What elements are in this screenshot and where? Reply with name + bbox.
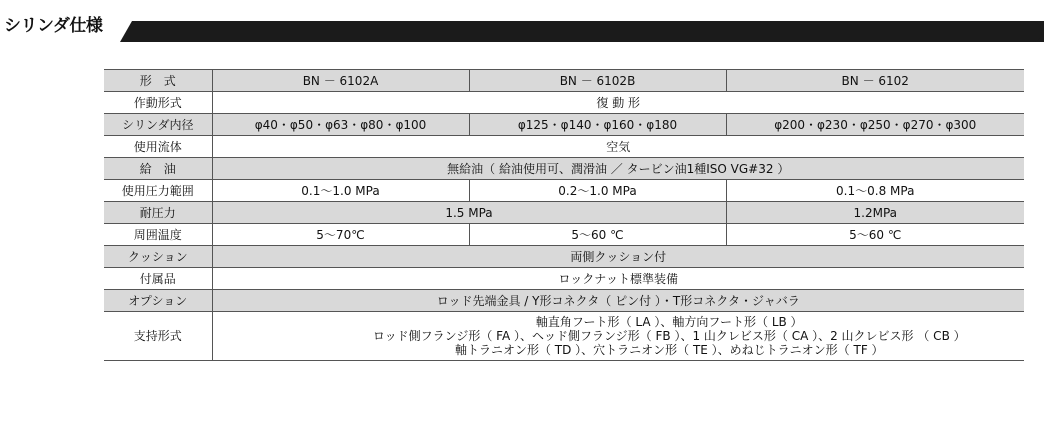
table-row-accessory: [104, 268, 1024, 290]
pressure-value: 0.2～1.0 MPa: [469, 180, 726, 202]
row-label-pressure: 使用圧力範囲: [104, 180, 212, 202]
proof-value: 1.5 MPa: [212, 202, 726, 224]
temperature-value: 5～60 ℃: [726, 224, 1024, 246]
row-label-accessory: 付属品: [104, 268, 212, 290]
pressure-value: 0.1～0.8 MPa: [726, 180, 1024, 202]
proof-value: 1.2MPa: [726, 202, 1024, 224]
bore-value: φ40・φ50・φ63・φ80・φ100: [212, 114, 469, 136]
model-cell: BN － 6102B: [469, 70, 726, 92]
support-line: 軸直角フート形（ LA ）、軸方向フート形（ LB ）: [535, 315, 803, 329]
row-label-support: 支持形式: [104, 312, 212, 361]
table-row-option: [104, 290, 1024, 312]
pressure-value: 0.1～1.0 MPa: [212, 180, 469, 202]
section-title: シリンダ仕様: [4, 16, 103, 36]
lubrication-value: 無給油（ 給油使用可、潤滑油 ／ タービン油1種ISO VG#32 ）: [212, 158, 1024, 180]
cushion-value: 両側クッション付: [212, 246, 1024, 268]
table-row-fluid: [104, 136, 1024, 158]
table-row-temperature: [104, 224, 1024, 246]
row-label-temperature: 周囲温度: [104, 224, 212, 246]
bore-value: φ200・φ230・φ250・φ270・φ300: [726, 114, 1024, 136]
table-row-support: [104, 312, 1024, 361]
row-label-bore: シリンダ内径: [104, 114, 212, 136]
cylinder-spec-table: [104, 69, 1024, 361]
table-row-model: [104, 70, 1024, 92]
option-value: ロッド先端金具 / Y形コネクタ（ ピン付 ）・T形コネクタ・ジャバラ: [212, 290, 1024, 312]
support-line: 軸トラニオン形（ TD ）、穴トラニオン形（ TE ）、めねじトラニオン形（ TF ）: [454, 343, 884, 357]
table-row-bore: [104, 114, 1024, 136]
model-cell: BN － 6102A: [212, 70, 469, 92]
temperature-value: 5～70℃: [212, 224, 469, 246]
model-cell: BN － 6102: [726, 70, 1024, 92]
section-title-bar: [120, 21, 1044, 42]
support-value: [212, 312, 1024, 361]
row-label-operation: 作動形式: [104, 92, 212, 114]
section-header: [0, 12, 1048, 40]
temperature-value: 5～60 ℃: [469, 224, 726, 246]
row-label-cushion: クッション: [104, 246, 212, 268]
operation-value: 復 動 形: [212, 92, 1024, 114]
bore-value: φ125・φ140・φ160・φ180: [469, 114, 726, 136]
row-label-lubrication: 給 油: [104, 158, 212, 180]
table-row-cushion: [104, 246, 1024, 268]
table-row-proof: [104, 202, 1024, 224]
accessory-value: ロックナット標準装備: [212, 268, 1024, 290]
fluid-value: 空気: [212, 136, 1024, 158]
row-label-option: オプション: [104, 290, 212, 312]
table-row-pressure: [104, 180, 1024, 202]
row-label-model: 形 式: [104, 70, 212, 92]
table-row-operation: [104, 92, 1024, 114]
table-row-lubrication: [104, 158, 1024, 180]
row-label-proof: 耐圧力: [104, 202, 212, 224]
section-title-bar-cap: [1014, 21, 1042, 42]
row-label-fluid: 使用流体: [104, 136, 212, 158]
support-line: ロッド側フランジ形（ FA ）、ヘッド側フランジ形（ FB ）、1 山クレビス形（ CA ）、2 山クレビス形 （ CB ）: [372, 329, 966, 343]
